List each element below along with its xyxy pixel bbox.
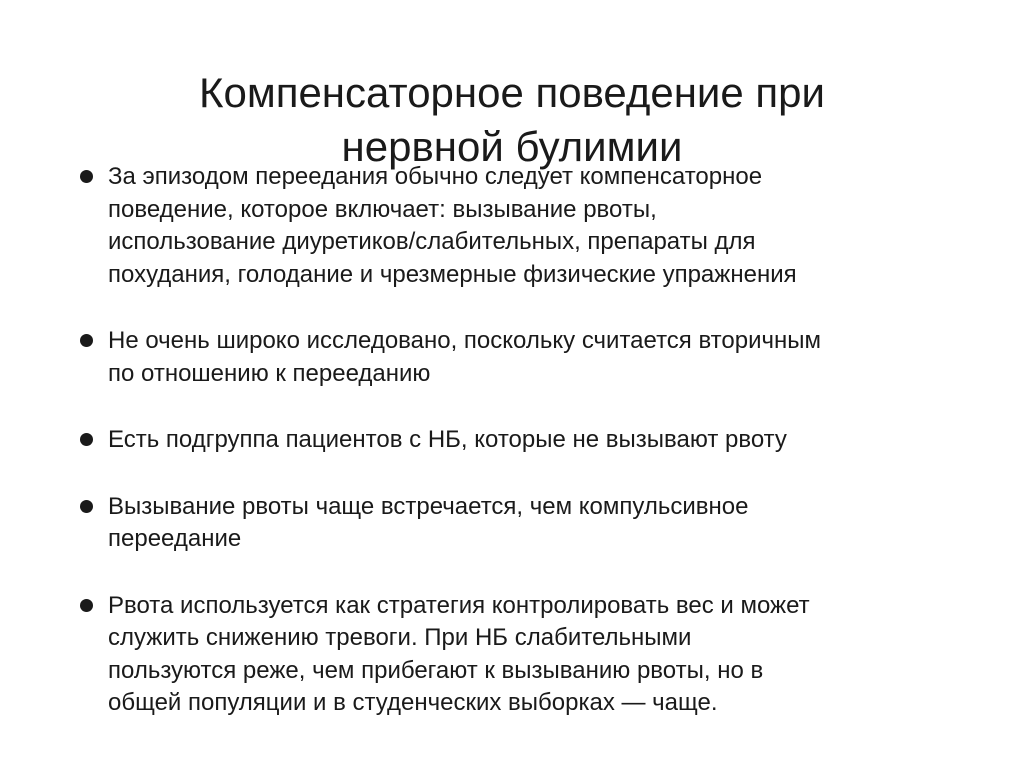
bullet-line: поведение, которое включает: вызывание рвоты, [108, 195, 657, 223]
bullet-text [108, 491, 980, 556]
bullet-dot-icon [80, 500, 93, 513]
bullet-line: За эпизодом переедания обычно следует компенсаторное [108, 163, 763, 190]
bullet-line: переедание [108, 525, 242, 552]
bullet-dot-icon [80, 170, 93, 183]
bullet-line: Вызывание рвоты чаще встречается, чем компульсивное [108, 492, 749, 520]
title-line: Компенсаторное поведение при [199, 69, 825, 117]
bullet-line: Не очень широко исследовано, поскольку считается вторичным [108, 327, 822, 354]
bullet-line: Рвота используется как стратегия контролировать вес и может [108, 591, 810, 619]
bullet-dot-icon [80, 334, 93, 347]
bullet-dot-icon [80, 599, 93, 612]
bullet-list [80, 161, 980, 720]
bullet-line: Есть подгруппа пациентов с НБ, которые не вызывают рвоту [108, 426, 787, 453]
bullet-text [108, 161, 980, 291]
bullet-text [108, 325, 980, 390]
title-line: нервной булимии [341, 123, 683, 171]
bullet-line: служить снижению тревоги. При НБ слабительными [108, 624, 692, 651]
bullet-line: общей популяции и в студенческих выборках — чаще. [108, 689, 718, 716]
bullet-line: похудания, голодание и чрезмерные физические упражнения [108, 260, 797, 288]
bullet-dot-icon [80, 433, 93, 446]
bullet-item [80, 161, 980, 291]
bullet-item [80, 424, 980, 457]
bullet-text [108, 590, 980, 720]
slide-title [112, 66, 912, 174]
bullet-line: использование диуретиков/слабительных, препараты для [108, 228, 756, 255]
bullet-item [80, 325, 980, 390]
bullet-item [80, 590, 980, 720]
bullet-line: по отношению к перееданию [108, 359, 431, 387]
bullet-item [80, 491, 980, 556]
bullet-line: пользуются реже, чем прибегают к вызыванию рвоты, но в [108, 656, 764, 684]
bullet-text [108, 424, 980, 457]
